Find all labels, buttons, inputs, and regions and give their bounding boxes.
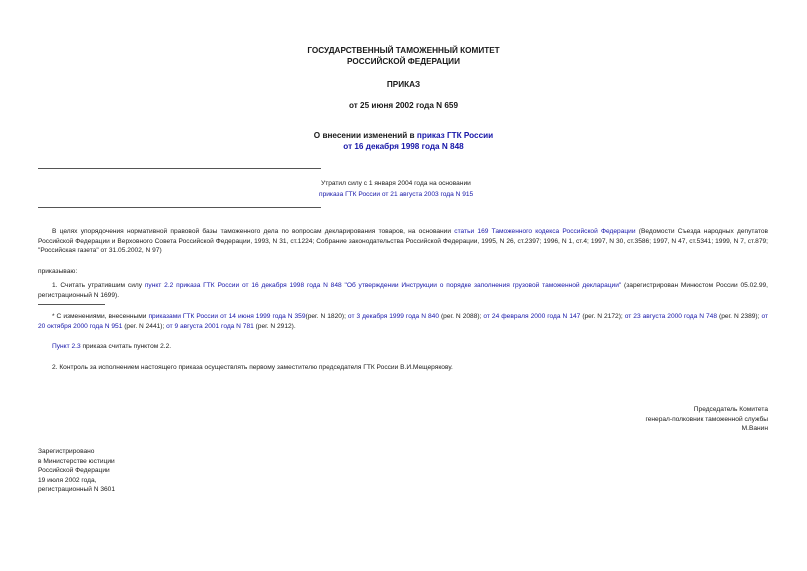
footnote-link-748[interactable]: от 23 августа 2000 года N 748: [624, 313, 718, 320]
footnote-link-147[interactable]: от 24 февраля 2000 года N 147: [483, 313, 581, 320]
footnote-text-1: * С изменениями, внесенными: [52, 313, 149, 320]
status-note-line2: [319, 190, 473, 200]
point23-text: приказа считать пунктом 2.2.: [80, 343, 172, 350]
registration-line1: Зарегистрировано: [38, 448, 95, 455]
footnote-text-4: (рег. N 2172);: [580, 313, 625, 320]
footnote-link-840[interactable]: от 3 декабря 1999 года N 840: [347, 313, 439, 320]
signature-position: Председатель Комитета: [693, 406, 768, 413]
item1-text-start: 1. Считать утратившим силу: [52, 282, 145, 289]
footnote-text-5: (рег. N 2389);: [717, 313, 762, 320]
status-note-text: Утратил силу с 1 января 2004 года на основании: [321, 180, 471, 187]
doc-date-number: от 25 июня 2002 года N 659: [348, 101, 459, 110]
signature-rank: генерал-полковник таможенной службы: [645, 415, 768, 423]
item1-paragraph: [38, 281, 768, 300]
footnote-text-7: (рег. N 2912).: [253, 322, 296, 330]
registration-line2: в Министерстве юстиции: [38, 457, 115, 465]
order-word: приказываю:: [38, 268, 78, 275]
item1-link-point-2-2[interactable]: пункт 2.2 приказа ГТК России от 16 декабря 1998 года N 848 "Об утверждении Инструкции о порядке заполнения грузовой таможенной декларации": [144, 282, 622, 289]
footnote-text-2: (рег. N 1820);: [305, 313, 348, 320]
doc-type: ПРИКАЗ: [386, 80, 421, 89]
registration-line4: 19 июля 2002 года,: [38, 476, 97, 484]
point23-link[interactable]: Пункт 2.3: [52, 343, 81, 350]
item1-text-end: (зарегистрирован Минюстом России 05.02.99, регистрационный N 1699).: [38, 282, 768, 299]
preamble-text-end: (Ведомости Съезда народных депутатов Российской Федерации и Верховного Совета Российской Федерации, 1993, N 31, ст.1224; Собрание законодательства Российской Федерации, 1995, N 26, ст.2397; 1996, N 1, ст.4; 1997, N 30, ст.3586; 1997, N 47, ст.5341; 1999, N 7, ст.879; "Российская газета" от 31.05.2002, N 97): [38, 228, 769, 255]
doc-title-prefix: О внесении изменений в: [313, 131, 417, 140]
signature-block: [645, 405, 768, 434]
registration-line3: Российской Федерации: [38, 467, 110, 475]
title-link-order-848-date[interactable]: от 16 декабря 1998 года N 848: [343, 142, 464, 151]
preamble-text-start: В целях упорядочения нормативной правовой базы таможенного дела по вопросам декларирования товаров, на основании: [52, 228, 455, 235]
title-link-order-848[interactable]: приказ ГТК России: [416, 131, 494, 140]
point23-paragraph: [52, 342, 171, 352]
status-note-link[interactable]: приказа ГТК России от 21 августа 2003 года N 915: [319, 191, 474, 198]
footnote-paragraph: [38, 312, 768, 331]
customs-code-article-169-link[interactable]: статьи 169 Таможенного кодекса Российской Федерации: [454, 228, 636, 235]
footnote-divider: [38, 304, 105, 305]
doc-title-line2: [0, 142, 807, 152]
footnote-text-6: (рег. N 2441);: [122, 322, 167, 330]
doc-title-line1: [0, 131, 807, 141]
footnote-link-781[interactable]: от 9 августа 2001 года N 781: [166, 322, 254, 330]
divider-bottom: [38, 207, 321, 208]
footnote-text-3: (рег. N 2088);: [438, 313, 484, 320]
registration-line5: регистрационный N 3601: [38, 486, 116, 494]
item2-paragraph: 2. Контроль за исполнением настоящего приказа осуществлять первому заместителю председателя ГТК России В.И.Мещерякову.: [52, 364, 453, 371]
preamble-paragraph: [38, 227, 768, 256]
registration-block: [38, 447, 115, 495]
footnote-link-951[interactable]: от 20 октября 2000 года N 951: [38, 313, 768, 330]
divider-top: [38, 168, 321, 169]
footnote-link-359[interactable]: приказами ГТК России от 14 июня 1999 года N 359: [148, 313, 306, 320]
signature-name: М.Ванин: [741, 425, 768, 433]
org-name-line2: РОССИЙСКОЙ ФЕДЕРАЦИИ: [347, 57, 460, 66]
org-name-line1: ГОСУДАРСТВЕННЫЙ ТАМОЖЕННЫЙ КОМИТЕТ: [307, 46, 500, 55]
